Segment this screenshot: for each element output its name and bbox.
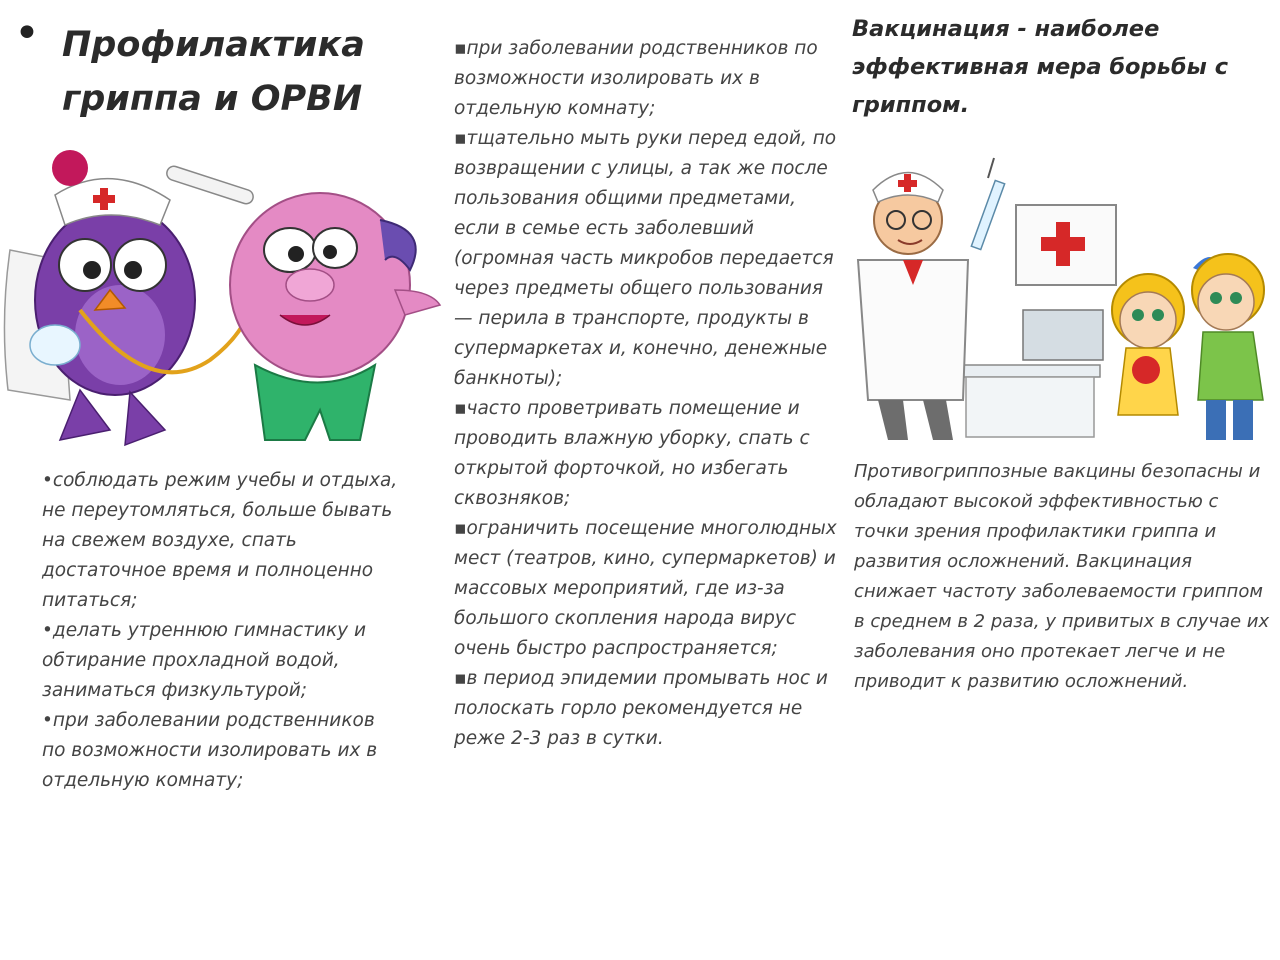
smeshariki-doctor-illustration (0, 140, 445, 460)
list-item: ▪часто проветривать помещение и проводить влажную уборку, спать с открытой форточкой, но избегать сквозняков; (454, 398, 810, 509)
doctor-vaccination-illustration (848, 150, 1268, 445)
vaccination-description: Противогриппозные вакцины безопасны и обладают высокой эффективностью с точки зрения профилактики гриппа и развития осложнений. Вакцинация снижает частоту заболеваемости гриппом в среднем в 2 раза, у привитых в случае их заболевания оно протекает легче и не приводит к развитию осложнений. (854, 461, 1270, 692)
vaccination-heading: Вакцинация - наиболее эффективная мера борьбы с гриппом. (852, 16, 1229, 118)
list-item: ▪тщательно мыть руки перед едой, по возвращении с улицы, а так же после пользования общими предметами, если в семье есть заболевший (огромная часть микробов передается через предметы общего пользования — перила в транспорте, продукты в супермаркетах и, конечно, денежные банкноты); (454, 128, 837, 389)
list-item: ▪при заболевании родственников по возможности изолировать их в отдельную комнату; (454, 38, 818, 119)
title-bullet: • (14, 8, 40, 59)
list-item: ▪в период эпидемии промывать нос и полоскать горло рекомендуется не реже 2-3 раз в сутки. (454, 668, 828, 749)
prevention-list-middle (454, 34, 844, 754)
prevention-list-left (42, 466, 402, 796)
list-item: •делать утреннюю гимнастику и обтирание прохладной водой, заниматься физкультурой; (42, 620, 367, 701)
list-item: •при заболевании родственников по возможности изолировать их в отдельную комнату; (42, 710, 378, 791)
page-title: Профилактика гриппа и ОРВИ (62, 25, 365, 119)
list-item: ▪ограничить посещение многолюдных мест (театров, кино, супермаркетов) и массовых мероприятий, где из-за большого скопления народа вирус очень быстро распространяется; (454, 518, 837, 659)
list-item: •соблюдать режим учебы и отдыха, не переутомляться, больше бывать на свежем воздухе, спать достаточное время и полноценно питаться; (42, 470, 398, 611)
